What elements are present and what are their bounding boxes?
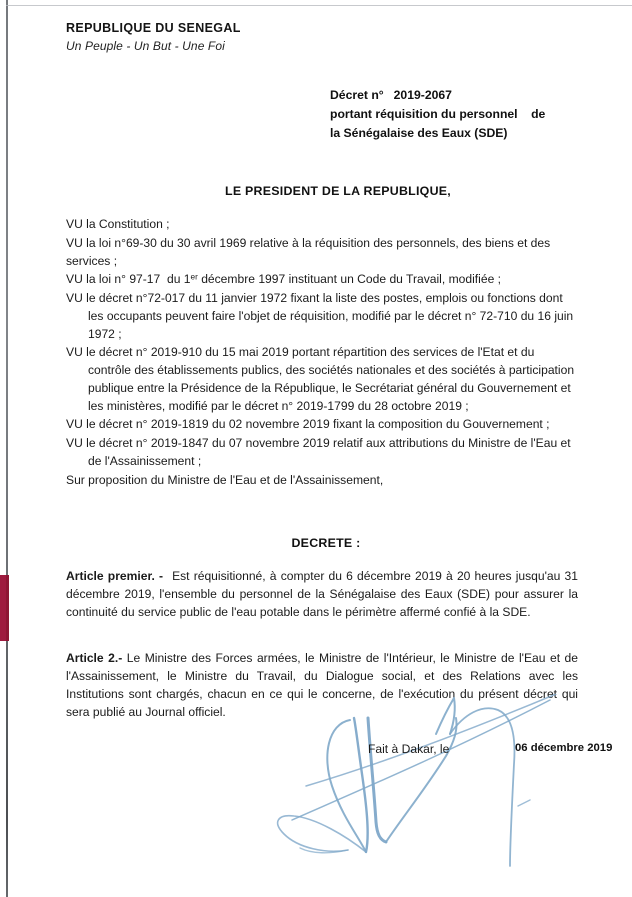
letterhead [66, 20, 426, 53]
signature-date: 06 décembre 2019 [515, 742, 613, 754]
recital-item: VU la loi n°69-30 du 30 avril 1969 relative à la réquisition des personnels, des biens et des services ; [66, 235, 551, 268]
recitals-list [66, 216, 578, 490]
recital-item: VU le décret n° 2019-910 du 15 mai 2019 portant répartition des services de l'Etat et du contrôle des établissements publics, des sociétés nationales et des sociétés à participation publique entre la Présidence de la République, le Secrétariat général du Gouvernement et les ministères, modifié par le décret n° 2019-1799 du 28 octobre 2019 ; [66, 345, 575, 413]
recital-item: VU le décret n°72-017 du 11 janvier 1972 fixant la liste des postes, emplois ou fonctions dont les occupants peuvent faire l'objet de réquisition, modifié par le décret n° 72-710 du 16 juin 1972 ; [66, 291, 574, 341]
recital-item: VU la Constitution ; [66, 217, 170, 231]
signature-block [250, 694, 632, 884]
signature-place-line: Fait à Dakar, le [368, 742, 450, 756]
enacting-clause-text: DECRETE : [291, 536, 361, 550]
article-second-text: Le Ministre des Forces armées, le Ministre de l'Intérieur, le Ministre de l'Eau et de l'Assainissement, le Ministre du Travail, du Dialogue social, et des Relations avec les Institutions sont chargés, chacun en ce qui le concerne, de l'exécution du présent décret qui sera publié au Journal officiel. [66, 651, 578, 720]
ordinal-suffix: er [190, 272, 198, 282]
recital-item: VU la loi n° 97-17 du 1er décembre 1997 instituant un Code du Travail, modifiée ; [66, 272, 502, 287]
article-first [66, 567, 578, 621]
decree-title-line-2: la Sénégalaise des Eaux (SDE) [330, 125, 508, 140]
decree-title-line-1: portant réquisition du personnel de [330, 106, 546, 121]
recital-item: VU le décret n° 2019-1819 du 02 novembre 2019 fixant la composition du Gouvernement ; [66, 417, 550, 432]
president-heading [0, 184, 632, 198]
president-heading-text: LE PRESIDENT DE LA REPUBLIQUE, [225, 184, 451, 198]
article-second-label: Article 2.- [66, 651, 123, 665]
decree-label: Décret n° [330, 88, 384, 102]
recital-item: VU le décret n° 2019-1847 du 07 novembre 2019 relatif aux attributions du Ministre de l'Eau et de l'Assainissement ; [66, 436, 571, 468]
handwritten-signature [250, 694, 632, 884]
national-motto: Un Peuple - Un But - Une Foi [66, 38, 225, 53]
republic-name: REPUBLIQUE DU SENEGAL [66, 21, 241, 35]
decree-number: 2019-2067 [393, 88, 452, 102]
enacting-clause [0, 536, 632, 550]
decree-number-line [330, 86, 590, 105]
article-first-label: Article premier. - [66, 569, 164, 583]
decree-title-block [330, 86, 590, 143]
article-first-text: Est réquisitionné, à compter du 6 décembre 2019 à 20 heures jusqu'au 31 décembre 2019, l'ensemble du personnel de la Sénégalaise des Eaux (SDE) pour assurer la continuité du service public de l'eau potable dans le périmètre affermé confié à la SDE. [66, 569, 578, 620]
proposal-clause: Sur proposition du Ministre de l'Eau et de l'Assainissement, [66, 472, 384, 487]
